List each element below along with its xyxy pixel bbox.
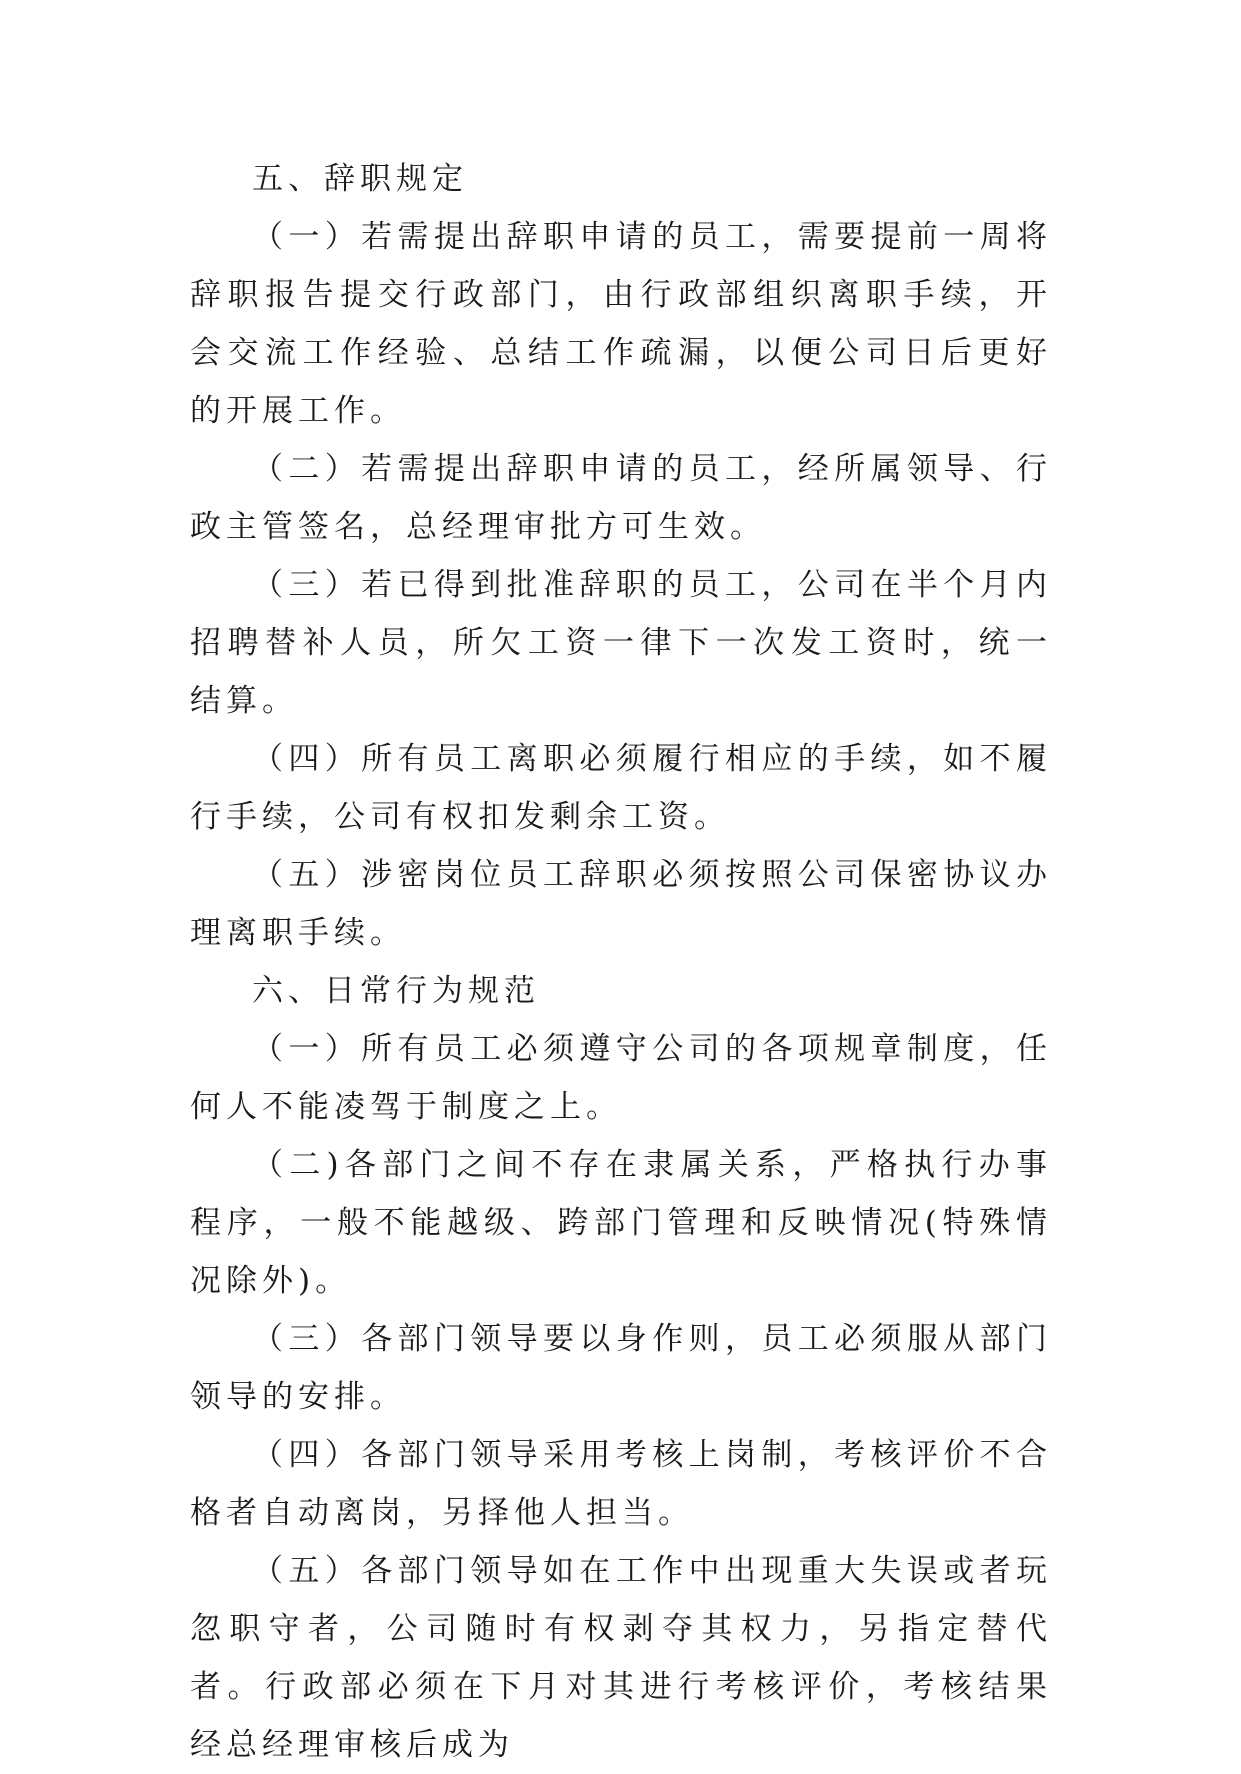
conduct-paragraph-2: （二)各部门之间不存在隶属关系，严格执行办事程序，一般不能越级、跨部门管理和反映情况(特殊情况除外)。 (190, 1147, 1052, 1299)
document-body (190, 150, 1052, 1774)
section-heading-resignation: 五、辞职规定 (252, 161, 468, 197)
section-heading-conduct: 六、日常行为规范 (252, 973, 540, 1009)
resignation-paragraph-1: （一）若需提出辞职申请的员工，需要提前一周将辞职报告提交行政部门，由行政部组织离职手续，开会交流工作经验、总结工作疏漏，以便公司日后更好的开展工作。 (190, 219, 1052, 429)
conduct-paragraph-3: （三）各部门领导要以身作则，员工必须服从部门领导的安排。 (190, 1321, 1052, 1415)
resignation-paragraph-4: （四）所有员工离职必须履行相应的手续，如不履行手续，公司有权扣发剩余工资。 (190, 741, 1052, 835)
resignation-paragraph-3: （三）若已得到批准辞职的员工，公司在半个月内招聘替补人员，所欠工资一律下一次发工资时，统一结算。 (190, 567, 1052, 719)
conduct-paragraph-4: （四）各部门领导采用考核上岗制，考核评价不合格者自动离岗，另择他人担当。 (190, 1437, 1052, 1531)
conduct-paragraph-1: （一）所有员工必须遵守公司的各项规章制度，任何人不能凌驾于制度之上。 (190, 1031, 1052, 1125)
resignation-paragraph-2: （二）若需提出辞职申请的员工，经所属领导、行政主管签名，总经理审批方可生效。 (190, 451, 1052, 545)
resignation-paragraph-5: （五）涉密岗位员工辞职必须按照公司保密协议办理离职手续。 (190, 857, 1052, 951)
conduct-paragraph-5: （五）各部门领导如在工作中出现重大失误或者玩忽职守者，公司随时有权剥夺其权力，另指定替代者。行政部必须在下月对其进行考核评价，考核结果经总经理审核后成为 (190, 1553, 1052, 1763)
